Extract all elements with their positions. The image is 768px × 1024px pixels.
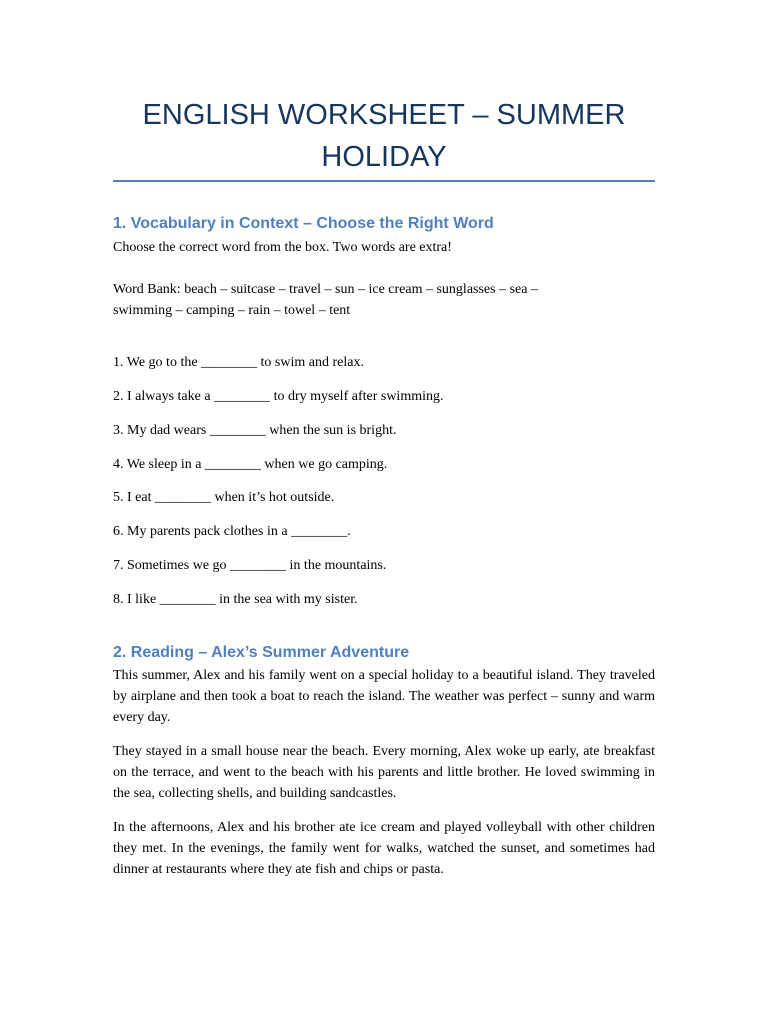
section-2-heading: 2. Reading – Alex’s Summer Adventure — [113, 644, 410, 661]
word-bank-line-1: Word Bank: beach – suitcase – travel – sun – ice cream – sunglasses – sea – — [113, 282, 538, 297]
question-2: 2. I always take a ________ to dry myself after swimming. — [113, 389, 444, 404]
question-3: 3. My dad wears ________ when the sun is bright. — [113, 423, 397, 438]
page-title: ENGLISH WORKSHEET – SUMMER HOLIDAY — [142, 99, 626, 173]
reading-paragraph-1: This summer, Alex and his family went on a special holiday to a beautiful island. They traveled by airplane and then took a boat to reach the island. The weather was perfect – sunny and warm every day. — [113, 668, 655, 725]
reading-paragraph-2: They stayed in a small house near the beach. Every morning, Alex woke up early, ate breakfast on the terrace, and went to the beach with his parents and little brother. He loved swimming in the sea, collecting shells, and building sandcastles. — [113, 744, 655, 801]
section-1-instruction: Choose the correct word from the box. Two words are extra! — [113, 240, 452, 255]
question-1: 1. We go to the ________ to swim and relax. — [113, 355, 364, 370]
question-7: 7. Sometimes we go ________ in the mountains. — [113, 558, 387, 573]
question-4: 4. We sleep in a ________ when we go camping. — [113, 457, 388, 472]
question-8: 8. I like ________ in the sea with my sister. — [113, 592, 358, 607]
word-bank-line-2: swimming – camping – rain – towel – tent — [113, 303, 351, 318]
title-underline — [113, 180, 655, 182]
reading-paragraph-3: In the afternoons, Alex and his brother ate ice cream and played volleyball with other children they met. In the evenings, the family went for walks, watched the sunset, and sometimes had dinner at restaurants where they ate fish and chips or pasta. — [113, 820, 655, 877]
question-5: 5. I eat ________ when it’s hot outside. — [113, 490, 335, 505]
section-1-heading: 1. Vocabulary in Context – Choose the Right Word — [113, 215, 494, 232]
question-6: 6. My parents pack clothes in a ________. — [113, 524, 351, 539]
